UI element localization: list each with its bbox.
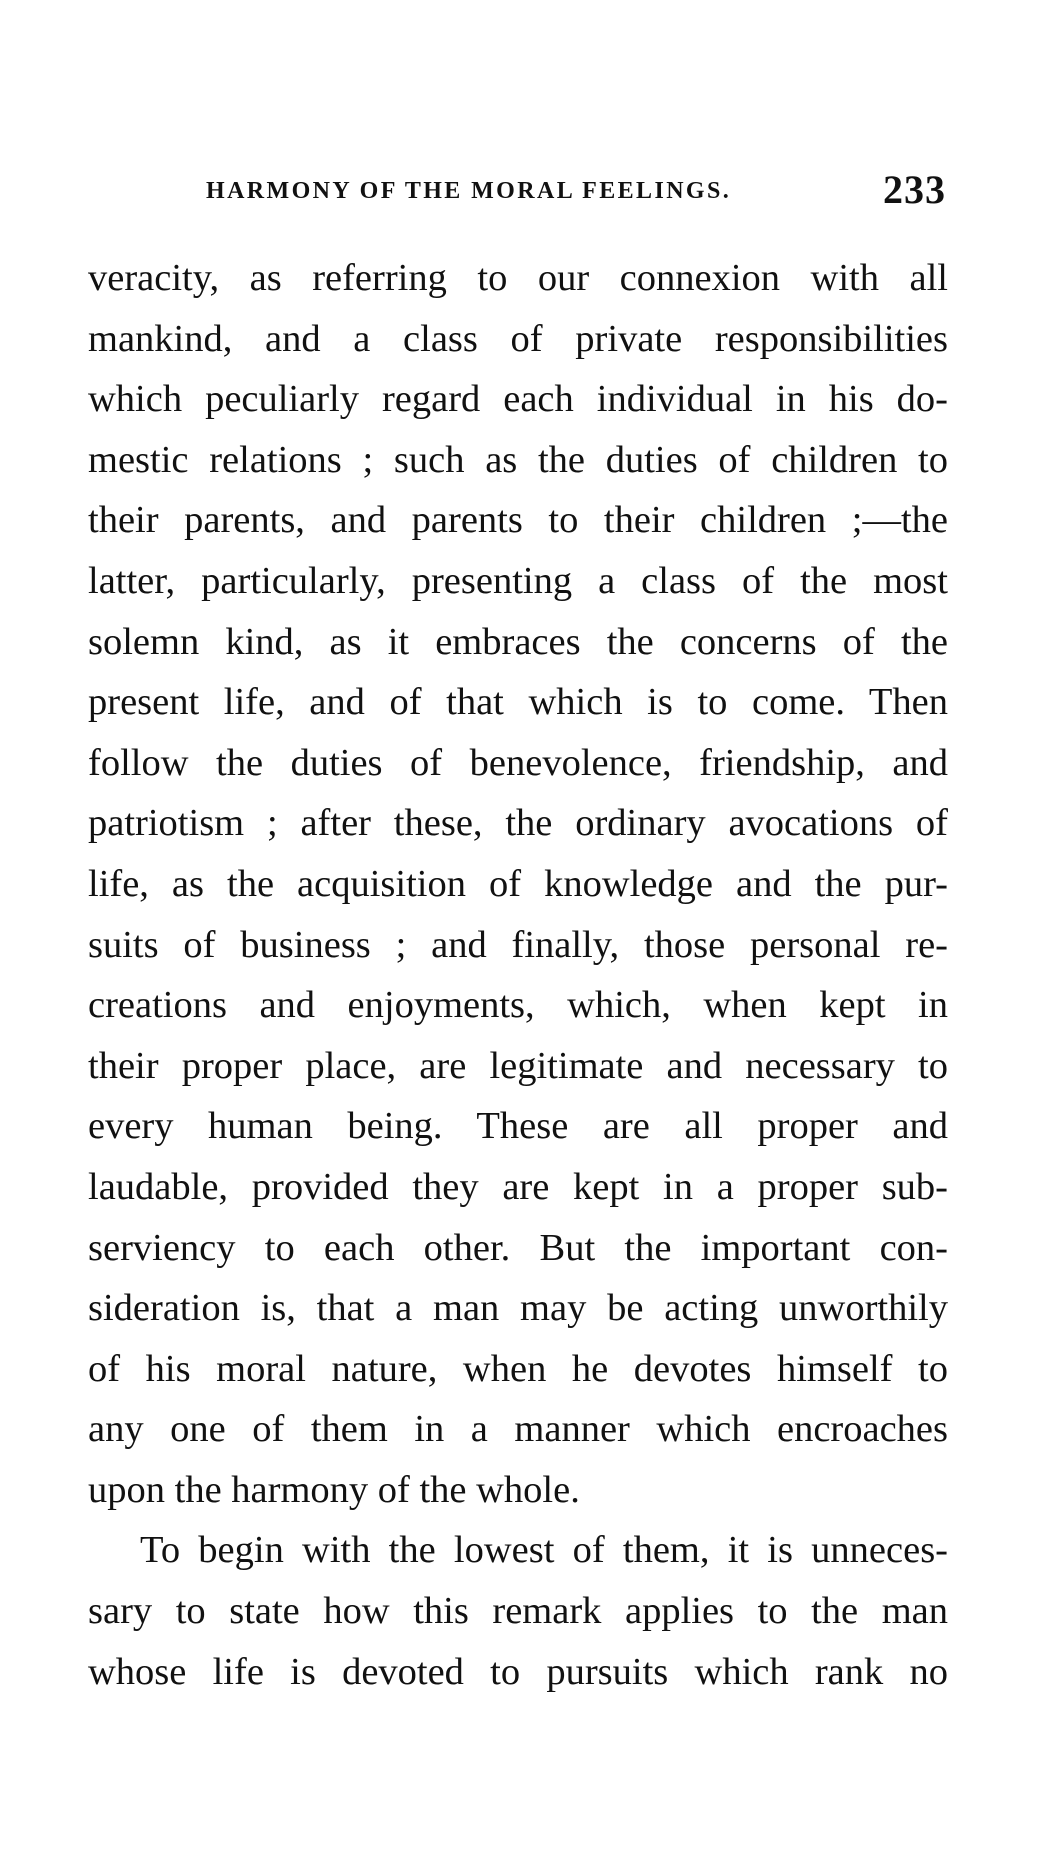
text-line: patriotism ; after these, the ordinary avocations of [88,802,948,845]
text-line: present life, and of that which is to come. Then [88,681,948,724]
text-line: their proper place, are legitimate and necessary to [88,1044,948,1087]
paragraph-2 [88,1520,948,1702]
text-line: follow the duties of benevolence, friendship, and [88,741,948,784]
text-line: To begin with the lowest of them, it is unneces- [140,1529,948,1572]
text-line: mestic relations ; such as the duties of children to [88,438,948,481]
text-line: suits of business ; and finally, those personal re- [88,923,948,966]
text-line: upon the harmony of the whole. [88,1468,580,1511]
text-line: of his moral nature, when he devotes himself to [88,1347,948,1390]
body-text [88,248,948,1702]
text-line: whose life is devoted to pursuits which rank no [88,1650,948,1693]
text-line: sideration is, that a man may be acting unworthily [88,1287,948,1330]
text-line: creations and enjoyments, which, when kept in [88,984,948,1027]
text-line: solemn kind, as it embraces the concerns of the [88,620,948,663]
page-number: 233 [883,167,946,212]
paragraph-1 [88,248,948,1520]
running-head [206,166,946,218]
text-line: veracity, as referring to our connexion with all [88,257,948,299]
text-line: latter, particularly, presenting a class of the most [88,559,948,602]
text-line: serviency to each other. But the important con- [88,1226,948,1269]
text-line: their parents, and parents to their children ;—the [88,499,948,542]
text-line: life, as the acquisition of knowledge and the pur- [88,862,948,905]
running-title: HARMONY OF THE MORAL FEELINGS. [206,178,732,204]
text-line: any one of them in a manner which encroaches [88,1408,948,1451]
text-line: sary to state how this remark applies to the man [88,1590,948,1633]
text-line: which peculiarly regard each individual in his do- [88,378,948,421]
text-line: mankind, and a class of private responsibilities [88,317,948,360]
text-line: laudable, provided they are kept in a proper sub- [88,1165,948,1208]
text-line: every human being. These are all proper and [88,1105,948,1148]
